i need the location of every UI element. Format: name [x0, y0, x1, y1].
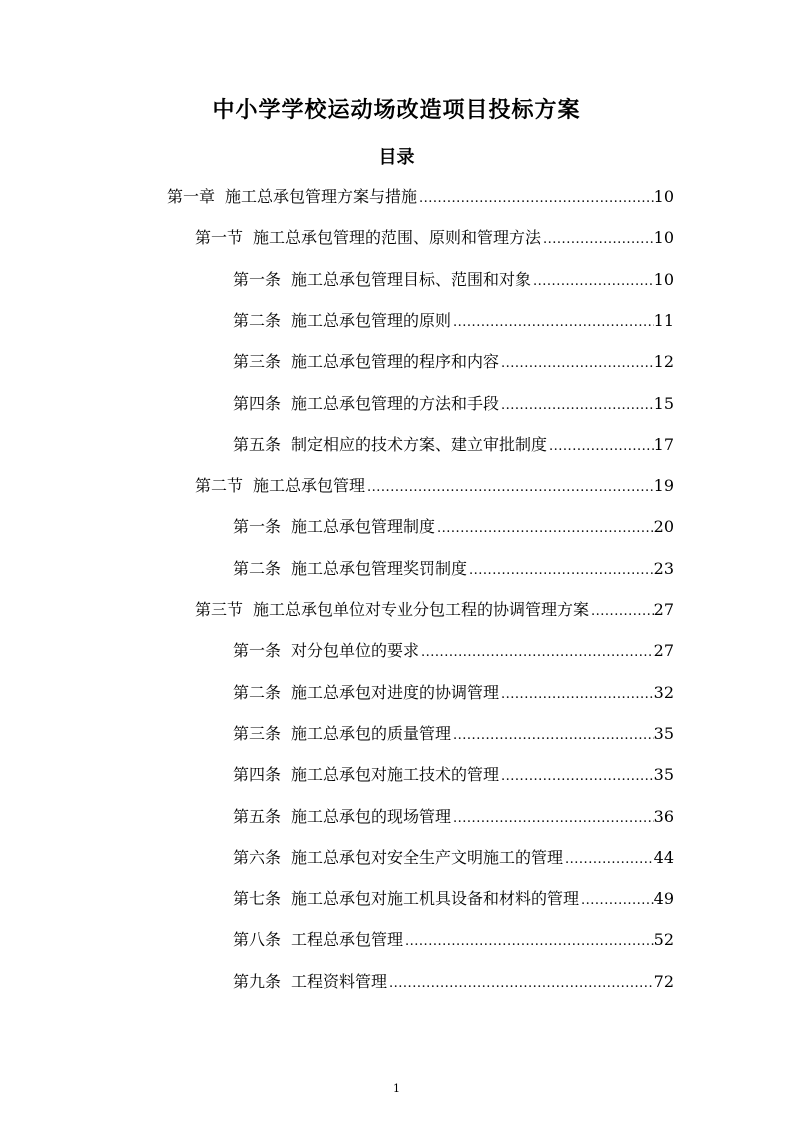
- toc-dot-leader: [467, 558, 654, 584]
- toc-entry-title: 对分包单位的要求: [291, 641, 420, 661]
- toc-entry[interactable]: [233, 802, 674, 832]
- toc-entry-label: 第五条: [233, 806, 282, 826]
- toc-entry-page-number: 27: [653, 641, 674, 661]
- toc-entry-label: 第八条: [233, 930, 282, 950]
- toc-dot-leader: [499, 351, 654, 377]
- toc-entry-label: 第二条: [233, 558, 282, 578]
- toc-entry-label: 第一条: [233, 517, 282, 537]
- toc-dot-leader: [541, 227, 654, 253]
- toc-entry-label: 第五条: [233, 434, 282, 454]
- toc-entry-label: 第九条: [233, 971, 282, 991]
- toc-entry-title: 施工总承包对施工技术的管理: [291, 765, 500, 785]
- toc-dot-leader: [435, 516, 654, 542]
- toc-entry[interactable]: [233, 306, 674, 336]
- toc-entry-page-number: 10: [653, 269, 674, 289]
- toc-entry-page-number: 15: [653, 393, 674, 413]
- toc-entry-page-number: 23: [653, 558, 674, 578]
- toc-entry-title: 施工总承包的质量管理: [291, 723, 452, 743]
- toc-entry-label: 第二节: [195, 476, 244, 496]
- toc-entry[interactable]: [233, 265, 674, 295]
- toc-entry[interactable]: [233, 760, 674, 790]
- toc-entry[interactable]: [233, 719, 674, 749]
- toc-dot-leader: [589, 599, 654, 625]
- toc-entry-label: 第三条: [233, 352, 282, 372]
- toc-entry-title: 施工总承包单位对专业分包工程的协调管理方案: [253, 600, 590, 619]
- toc-entry-page-number: 32: [653, 682, 674, 702]
- toc-entry-title: 工程总承包管理: [291, 930, 404, 950]
- toc-entry[interactable]: [233, 512, 674, 542]
- toc-entry-label: 第二条: [233, 310, 282, 330]
- toc-dot-leader: [365, 475, 654, 501]
- toc-dot-leader: [563, 847, 654, 873]
- toc-entry[interactable]: [195, 595, 674, 625]
- toc-entry-label: 第三节: [195, 600, 244, 619]
- toc-entry[interactable]: [233, 678, 674, 708]
- toc-entry-page-number: 27: [653, 600, 674, 619]
- document-title: 中小学学校运动场改造项目投标方案: [212, 98, 581, 123]
- toc-entry-title: 施工总承包管理的程序和内容: [291, 352, 500, 372]
- toc-dot-leader: [499, 393, 654, 419]
- toc-entry[interactable]: [233, 884, 674, 914]
- toc-entry-title: 施工总承包管理目标、范围和对象: [291, 269, 532, 289]
- toc-entry-page-number: 10: [653, 228, 674, 248]
- toc-entry-page-number: 35: [653, 765, 674, 785]
- toc-entry[interactable]: [233, 843, 674, 873]
- toc-dot-leader: [531, 269, 654, 295]
- toc-entry-page-number: 17: [653, 434, 674, 454]
- toc-entry-label: 第三条: [233, 723, 282, 743]
- toc-entry-page-number: 11: [653, 310, 674, 330]
- toc-entry-page-number: 52: [653, 930, 674, 950]
- toc-dot-leader: [419, 640, 654, 666]
- toc-dot-leader: [403, 929, 654, 955]
- toc-entry[interactable]: [233, 554, 674, 584]
- toc-entry-page-number: 12: [653, 352, 674, 372]
- toc-entry[interactable]: [233, 347, 674, 377]
- toc-entry-label: 第一节: [195, 228, 244, 248]
- toc-entry-title: 施工总承包对安全生产文明施工的管理: [291, 847, 564, 867]
- toc-entry-title: 施工总承包管理制度: [291, 517, 436, 537]
- toc-entry-page-number: 49: [653, 889, 674, 909]
- toc-entry[interactable]: [167, 182, 674, 212]
- toc-entry-page-number: 72: [653, 971, 674, 991]
- toc-heading: 目录: [378, 147, 415, 168]
- toc-dot-leader: [499, 764, 654, 790]
- toc-dot-leader: [417, 186, 654, 212]
- toc-entry-title: 施工总承包管理的原则: [291, 310, 452, 330]
- toc-entry[interactable]: [233, 430, 674, 460]
- toc-entry[interactable]: [233, 389, 674, 419]
- toc-entry-label: 第一条: [233, 269, 282, 289]
- toc-entry-title: 施工总承包的现场管理: [291, 806, 452, 826]
- toc-dot-leader: [499, 682, 654, 708]
- toc-dot-leader: [579, 888, 654, 914]
- toc-entry-page-number: 10: [653, 187, 674, 206]
- toc-entry[interactable]: [195, 471, 674, 501]
- toc-entry-label: 第七条: [233, 889, 282, 909]
- toc-dot-leader: [547, 434, 654, 460]
- toc-entry-title: 制定相应的技术方案、建立审批制度: [291, 434, 548, 454]
- page-number: 1: [393, 1082, 400, 1095]
- toc-dot-leader: [451, 310, 654, 336]
- toc-entry-title: 施工总承包对施工机具设备和材料的管理: [291, 889, 580, 909]
- toc-entry[interactable]: [195, 223, 674, 253]
- toc-entry-title: 施工总承包管理的方法和手段: [291, 393, 500, 413]
- toc-entry-title: 工程资料管理: [291, 971, 388, 991]
- toc-entry-label: 第一条: [233, 641, 282, 661]
- toc-entry-title: 施工总承包对进度的协调管理: [291, 682, 500, 702]
- toc-entry-title: 施工总承包管理的范围、原则和管理方法: [253, 228, 542, 248]
- toc-dot-leader: [451, 806, 654, 832]
- toc-dot-leader: [387, 971, 654, 997]
- toc-entry[interactable]: [233, 636, 674, 666]
- toc-entry-page-number: 20: [653, 517, 674, 537]
- toc-entry[interactable]: [233, 967, 674, 997]
- toc-entry-title: 施工总承包管理奖罚制度: [291, 558, 468, 578]
- toc-entry-page-number: 36: [653, 806, 674, 826]
- toc-entry-label: 第四条: [233, 765, 282, 785]
- toc-entry-label: 第六条: [233, 847, 282, 867]
- toc-entry-label: 第一章: [167, 187, 216, 206]
- toc-entry-label: 第四条: [233, 393, 282, 413]
- toc-entry-title: 施工总承包管理方案与措施: [225, 187, 418, 206]
- toc-entry-title: 施工总承包管理: [253, 476, 366, 496]
- toc-entry[interactable]: [233, 925, 674, 955]
- toc-entry-page-number: 19: [653, 476, 674, 496]
- toc-dot-leader: [451, 723, 654, 749]
- toc-entry-page-number: 35: [653, 723, 674, 743]
- toc-entry-page-number: 44: [653, 847, 674, 867]
- toc-entry-label: 第二条: [233, 682, 282, 702]
